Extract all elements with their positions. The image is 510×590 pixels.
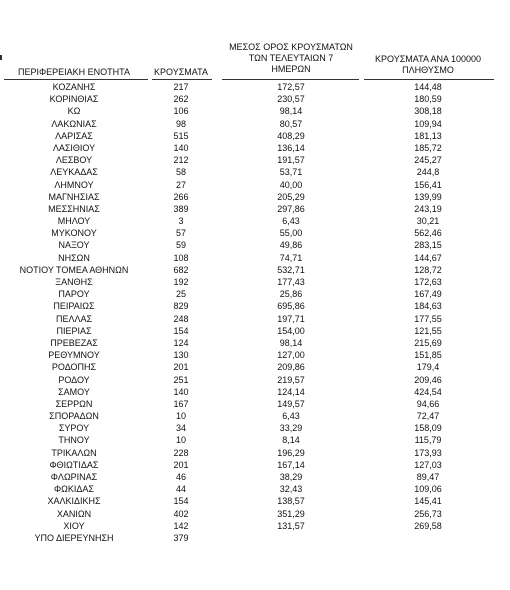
cases-cell: 379 bbox=[173, 532, 189, 543]
header-underline-per bbox=[364, 79, 494, 80]
average-cell: 197,71 bbox=[277, 313, 305, 324]
header-per-line1: ΚΡΟΥΣΜΑΤΑ ΑΝΑ 100000 bbox=[375, 54, 481, 64]
average-cell: 32,43 bbox=[279, 484, 303, 495]
table-row bbox=[0, 227, 510, 239]
per-100000-cell: 109,94 bbox=[414, 118, 442, 129]
cases-cell: 58 bbox=[175, 167, 186, 178]
table-row bbox=[0, 179, 510, 191]
cases-cell: 98 bbox=[175, 118, 186, 129]
region-cell: ΛΕΣΒΟΥ bbox=[55, 155, 93, 166]
table-row bbox=[0, 337, 510, 349]
table-row bbox=[0, 118, 510, 130]
cases-cell: 217 bbox=[173, 82, 189, 92]
per-100000-cell: 173,93 bbox=[414, 447, 442, 458]
cases-cell: 402 bbox=[173, 508, 189, 519]
per-100000-cell: 184,63 bbox=[414, 301, 442, 312]
average-cell: 74,71 bbox=[279, 252, 303, 263]
region-cell: ΝΟΤΙΟΥ ΤΟΜΕΑ ΑΘΗΝΩΝ bbox=[19, 264, 129, 275]
cases-cell: 154 bbox=[173, 496, 189, 507]
per-100000-cell: 243,19 bbox=[414, 203, 442, 214]
average-cell: 131,57 bbox=[277, 520, 305, 531]
header-average-line2: ΤΩΝ ΤΕΛΕΥΤΑΙΩΝ 7 bbox=[248, 53, 334, 63]
per-100000-cell: 127,03 bbox=[414, 459, 442, 470]
per-100000-cell: 172,63 bbox=[414, 277, 442, 287]
cases-cell: 10 bbox=[175, 411, 186, 422]
table-row bbox=[0, 434, 510, 446]
per-100000-cell: 256,73 bbox=[414, 508, 442, 519]
average-cell: 196,29 bbox=[277, 447, 305, 458]
cases-cell: 3 bbox=[178, 216, 184, 227]
region-cell: ΣΠΟΡΑΔΩΝ bbox=[49, 411, 99, 422]
average-cell: 230,57 bbox=[277, 94, 305, 105]
per-100000-cell: 283,15 bbox=[414, 240, 442, 251]
region-cell: ΛΕΥΚΑΔΑΣ bbox=[50, 167, 98, 178]
per-100000-cell: 180,59 bbox=[414, 94, 442, 105]
header-average bbox=[222, 42, 360, 75]
cases-cell: 108 bbox=[173, 252, 189, 263]
table-row bbox=[0, 142, 510, 154]
per-100000-cell: 215,69 bbox=[414, 337, 442, 348]
header-per-100000 bbox=[362, 54, 494, 76]
table-row bbox=[0, 325, 510, 337]
table-row bbox=[0, 361, 510, 373]
per-100000-cell: 185,72 bbox=[414, 142, 442, 153]
average-cell: 219,57 bbox=[277, 374, 305, 385]
cases-cell: 829 bbox=[173, 301, 189, 312]
per-100000-cell: 209,46 bbox=[414, 374, 442, 385]
per-100000-cell: 109,06 bbox=[414, 484, 442, 495]
table-header bbox=[0, 40, 510, 80]
cases-cell: 140 bbox=[173, 386, 189, 397]
average-cell: 124,14 bbox=[277, 386, 305, 397]
per-100000-cell: 562,46 bbox=[414, 228, 442, 239]
region-cell: ΧΑΛΚΙΔΙΚΗΣ bbox=[47, 496, 101, 507]
cases-cell: 167 bbox=[173, 398, 189, 409]
average-cell: 138,57 bbox=[277, 496, 305, 507]
table-row bbox=[0, 459, 510, 471]
cases-cell: 201 bbox=[173, 362, 189, 373]
average-cell: 532,71 bbox=[277, 264, 305, 275]
region-cell: ΛΑΣΙΘΙΟΥ bbox=[52, 142, 96, 153]
table-row bbox=[0, 386, 510, 398]
cases-cell: 201 bbox=[173, 459, 189, 470]
table-row bbox=[0, 130, 510, 142]
per-100000-cell: 269,58 bbox=[414, 520, 442, 531]
average-cell: 6,43 bbox=[282, 411, 300, 422]
region-cell: ΝΑΞΟΥ bbox=[58, 240, 90, 251]
cases-cell: 515 bbox=[173, 130, 189, 141]
region-cell: ΤΡΙΚΑΛΩΝ bbox=[51, 447, 97, 458]
average-cell: 209,86 bbox=[277, 362, 305, 373]
per-100000-cell: 89,47 bbox=[416, 472, 440, 482]
table-row bbox=[0, 495, 510, 507]
region-cell: ΛΑΚΩΝΙΑΣ bbox=[51, 118, 97, 129]
table-row bbox=[0, 105, 510, 117]
region-cell: ΦΩΚΙΔΑΣ bbox=[54, 484, 94, 495]
cases-cell: 34 bbox=[175, 423, 186, 434]
region-cell: ΜΕΣΣΗΝΙΑΣ bbox=[48, 203, 100, 214]
average-cell: 40,00 bbox=[279, 179, 303, 190]
average-cell: 33,29 bbox=[279, 423, 303, 434]
region-cell: ΦΛΩΡΙΝΑΣ bbox=[50, 472, 98, 482]
average-cell: 351,29 bbox=[277, 508, 305, 519]
per-100000-cell: 167,49 bbox=[414, 289, 442, 300]
table-row bbox=[0, 300, 510, 312]
per-100000-cell: 115,79 bbox=[414, 435, 442, 446]
per-100000-cell: 139,99 bbox=[414, 191, 442, 202]
average-cell: 136,14 bbox=[277, 142, 305, 153]
region-cell: ΚΟΖΑΝΗΣ bbox=[52, 82, 96, 92]
region-cell: ΠΑΡΟΥ bbox=[58, 289, 90, 300]
average-cell: 98,14 bbox=[279, 106, 303, 117]
per-100000-cell: 94,66 bbox=[416, 398, 440, 409]
average-cell: 149,57 bbox=[277, 398, 305, 409]
region-cell: ΥΠΟ ΔΙΕΡΕΥΝΗΣΗ bbox=[34, 532, 114, 543]
cases-cell: 251 bbox=[173, 374, 189, 385]
per-100000-cell: 308,18 bbox=[414, 106, 442, 117]
table-row bbox=[0, 520, 510, 532]
table-body bbox=[0, 81, 510, 544]
cases-cell: 154 bbox=[173, 325, 189, 336]
region-cell: ΠΕΛΛΑΣ bbox=[55, 313, 93, 324]
table-row bbox=[0, 191, 510, 203]
average-cell: 127,00 bbox=[277, 350, 305, 361]
cases-cell: 248 bbox=[173, 313, 189, 324]
cases-cell: 228 bbox=[173, 447, 189, 458]
cases-cell: 106 bbox=[173, 106, 189, 117]
table-row bbox=[0, 166, 510, 178]
per-100000-cell: 30,21 bbox=[416, 216, 440, 227]
header-cases: ΚΡΟΥΣΜΑΤΑ bbox=[154, 67, 208, 77]
header-average-line3: ΗΜΕΡΩΝ bbox=[271, 64, 311, 74]
region-cell: ΚΩ bbox=[67, 106, 81, 117]
average-cell: 191,57 bbox=[277, 155, 305, 166]
per-100000-cell: 158,09 bbox=[414, 423, 442, 434]
table-row bbox=[0, 410, 510, 422]
table-row bbox=[0, 288, 510, 300]
cases-cell: 212 bbox=[173, 155, 189, 166]
table-row bbox=[0, 422, 510, 434]
average-cell: 408,29 bbox=[277, 130, 305, 141]
cases-cell: 46 bbox=[175, 472, 186, 482]
cases-cell: 682 bbox=[173, 264, 189, 275]
table-row bbox=[0, 239, 510, 251]
per-100000-cell: 121,55 bbox=[414, 325, 442, 336]
cases-cell: 192 bbox=[173, 277, 189, 287]
average-cell: 80,57 bbox=[279, 118, 303, 129]
cases-cell: 124 bbox=[173, 337, 189, 348]
cases-cell: 389 bbox=[173, 203, 189, 214]
per-100000-cell: 72,47 bbox=[416, 411, 440, 422]
average-cell: 49,86 bbox=[279, 240, 303, 251]
average-cell: 167,14 bbox=[277, 459, 305, 470]
table-row bbox=[0, 447, 510, 459]
per-100000-cell: 156,41 bbox=[414, 179, 442, 190]
average-cell: 154,00 bbox=[277, 325, 305, 336]
region-cell: ΦΘΙΩΤΙΔΑΣ bbox=[49, 459, 99, 470]
table-row bbox=[0, 264, 510, 276]
average-cell: 205,29 bbox=[277, 191, 305, 202]
header-average-line1: ΜΕΣΟΣ ΟΡΟΣ ΚΡΟΥΣΜΑΤΩΝ bbox=[229, 42, 353, 52]
region-cell: ΠΡΕΒΕΖΑΣ bbox=[50, 337, 98, 348]
cases-cell: 10 bbox=[175, 435, 186, 446]
table-row bbox=[0, 532, 510, 544]
region-cell: ΛΑΡΙΣΑΣ bbox=[55, 130, 93, 141]
cases-cell: 266 bbox=[173, 191, 189, 202]
region-cell: ΛΗΜΝΟΥ bbox=[54, 179, 94, 190]
header-underline-average bbox=[222, 79, 359, 80]
region-cell: ΞΑΝΘΗΣ bbox=[55, 277, 93, 287]
region-cell: ΜΥΚΟΝΟΥ bbox=[51, 228, 97, 239]
cases-cell: 25 bbox=[175, 289, 186, 300]
region-cell: ΠΕΙΡΑΙΩΣ bbox=[53, 301, 95, 312]
header-underline-cases bbox=[152, 79, 212, 80]
cases-cell: 27 bbox=[175, 179, 186, 190]
region-cell: ΜΑΓΝΗΣΙΑΣ bbox=[48, 191, 100, 202]
table-row bbox=[0, 349, 510, 361]
region-cell: ΚΟΡΙΝΘΙΑΣ bbox=[49, 94, 99, 105]
region-cell: ΣΑΜΟΥ bbox=[58, 386, 90, 397]
table-row bbox=[0, 93, 510, 105]
per-100000-cell: 144,48 bbox=[414, 82, 442, 92]
average-cell: 695,86 bbox=[277, 301, 305, 312]
table-row bbox=[0, 203, 510, 215]
region-cell: ΠΙΕΡΙΑΣ bbox=[56, 325, 92, 336]
per-100000-cell: 151,85 bbox=[414, 350, 442, 361]
table-row bbox=[0, 374, 510, 386]
per-100000-cell: 145,41 bbox=[414, 496, 442, 507]
table-row bbox=[0, 483, 510, 495]
header-underline-region bbox=[4, 79, 148, 80]
cases-cell: 140 bbox=[173, 142, 189, 153]
region-cell: ΣΕΡΡΩΝ bbox=[55, 398, 93, 409]
table-row bbox=[0, 252, 510, 264]
cases-cell: 130 bbox=[173, 350, 189, 361]
per-100000-cell: 128,72 bbox=[414, 264, 442, 275]
cases-cell: 57 bbox=[175, 228, 186, 239]
table-row bbox=[0, 508, 510, 520]
average-cell: 8,14 bbox=[282, 435, 300, 446]
cases-cell: 262 bbox=[173, 94, 189, 105]
region-cell: ΤΗΝΟΥ bbox=[58, 435, 90, 446]
per-100000-cell: 144,67 bbox=[414, 252, 442, 263]
per-100000-cell: 181,13 bbox=[414, 130, 442, 141]
region-cell: ΡΟΔΟΥ bbox=[58, 374, 90, 385]
table-row bbox=[0, 471, 510, 483]
average-cell: 25,86 bbox=[279, 289, 303, 300]
per-100000-cell: 177,55 bbox=[414, 313, 442, 324]
table-row bbox=[0, 276, 510, 288]
region-cell: ΜΗΛΟΥ bbox=[57, 216, 91, 227]
region-cell: ΡΟΔΟΠΗΣ bbox=[51, 362, 97, 373]
table-row bbox=[0, 313, 510, 325]
region-cell: ΡΕΘΥΜΝΟΥ bbox=[48, 350, 100, 361]
per-100000-cell: 245,27 bbox=[414, 155, 442, 166]
average-cell: 177,43 bbox=[277, 277, 305, 287]
table-row bbox=[0, 215, 510, 227]
per-100000-cell: 244,8 bbox=[416, 167, 440, 178]
table-row bbox=[0, 154, 510, 166]
header-region: ΠΕΡΙΦΕΡΕΙΑΚΗ ΕΝΟΤΗΤΑ bbox=[17, 67, 131, 77]
average-cell: 38,29 bbox=[279, 472, 303, 482]
region-cell: ΣΥΡΟΥ bbox=[58, 423, 90, 434]
average-cell: 172,57 bbox=[277, 82, 305, 92]
average-cell: 6,43 bbox=[282, 216, 300, 227]
cases-cell: 44 bbox=[175, 484, 186, 495]
cases-cell: 59 bbox=[175, 240, 186, 251]
header-per-line2: ΠΛΗΘΥΣΜΟ bbox=[402, 65, 454, 75]
cases-cell: 142 bbox=[173, 520, 189, 531]
region-cell: ΝΗΣΩΝ bbox=[58, 252, 90, 263]
table-row bbox=[0, 398, 510, 410]
table-row bbox=[0, 81, 510, 93]
region-cell: ΧΑΝΙΩΝ bbox=[56, 508, 92, 519]
average-cell: 297,86 bbox=[277, 203, 305, 214]
average-cell: 55,00 bbox=[279, 228, 303, 239]
region-cell: ΧΙΟΥ bbox=[63, 520, 85, 531]
per-100000-cell: 179,4 bbox=[416, 362, 440, 373]
average-cell: 98,14 bbox=[279, 337, 303, 348]
average-cell: 53,71 bbox=[279, 167, 303, 178]
per-100000-cell: 424,54 bbox=[414, 386, 442, 397]
